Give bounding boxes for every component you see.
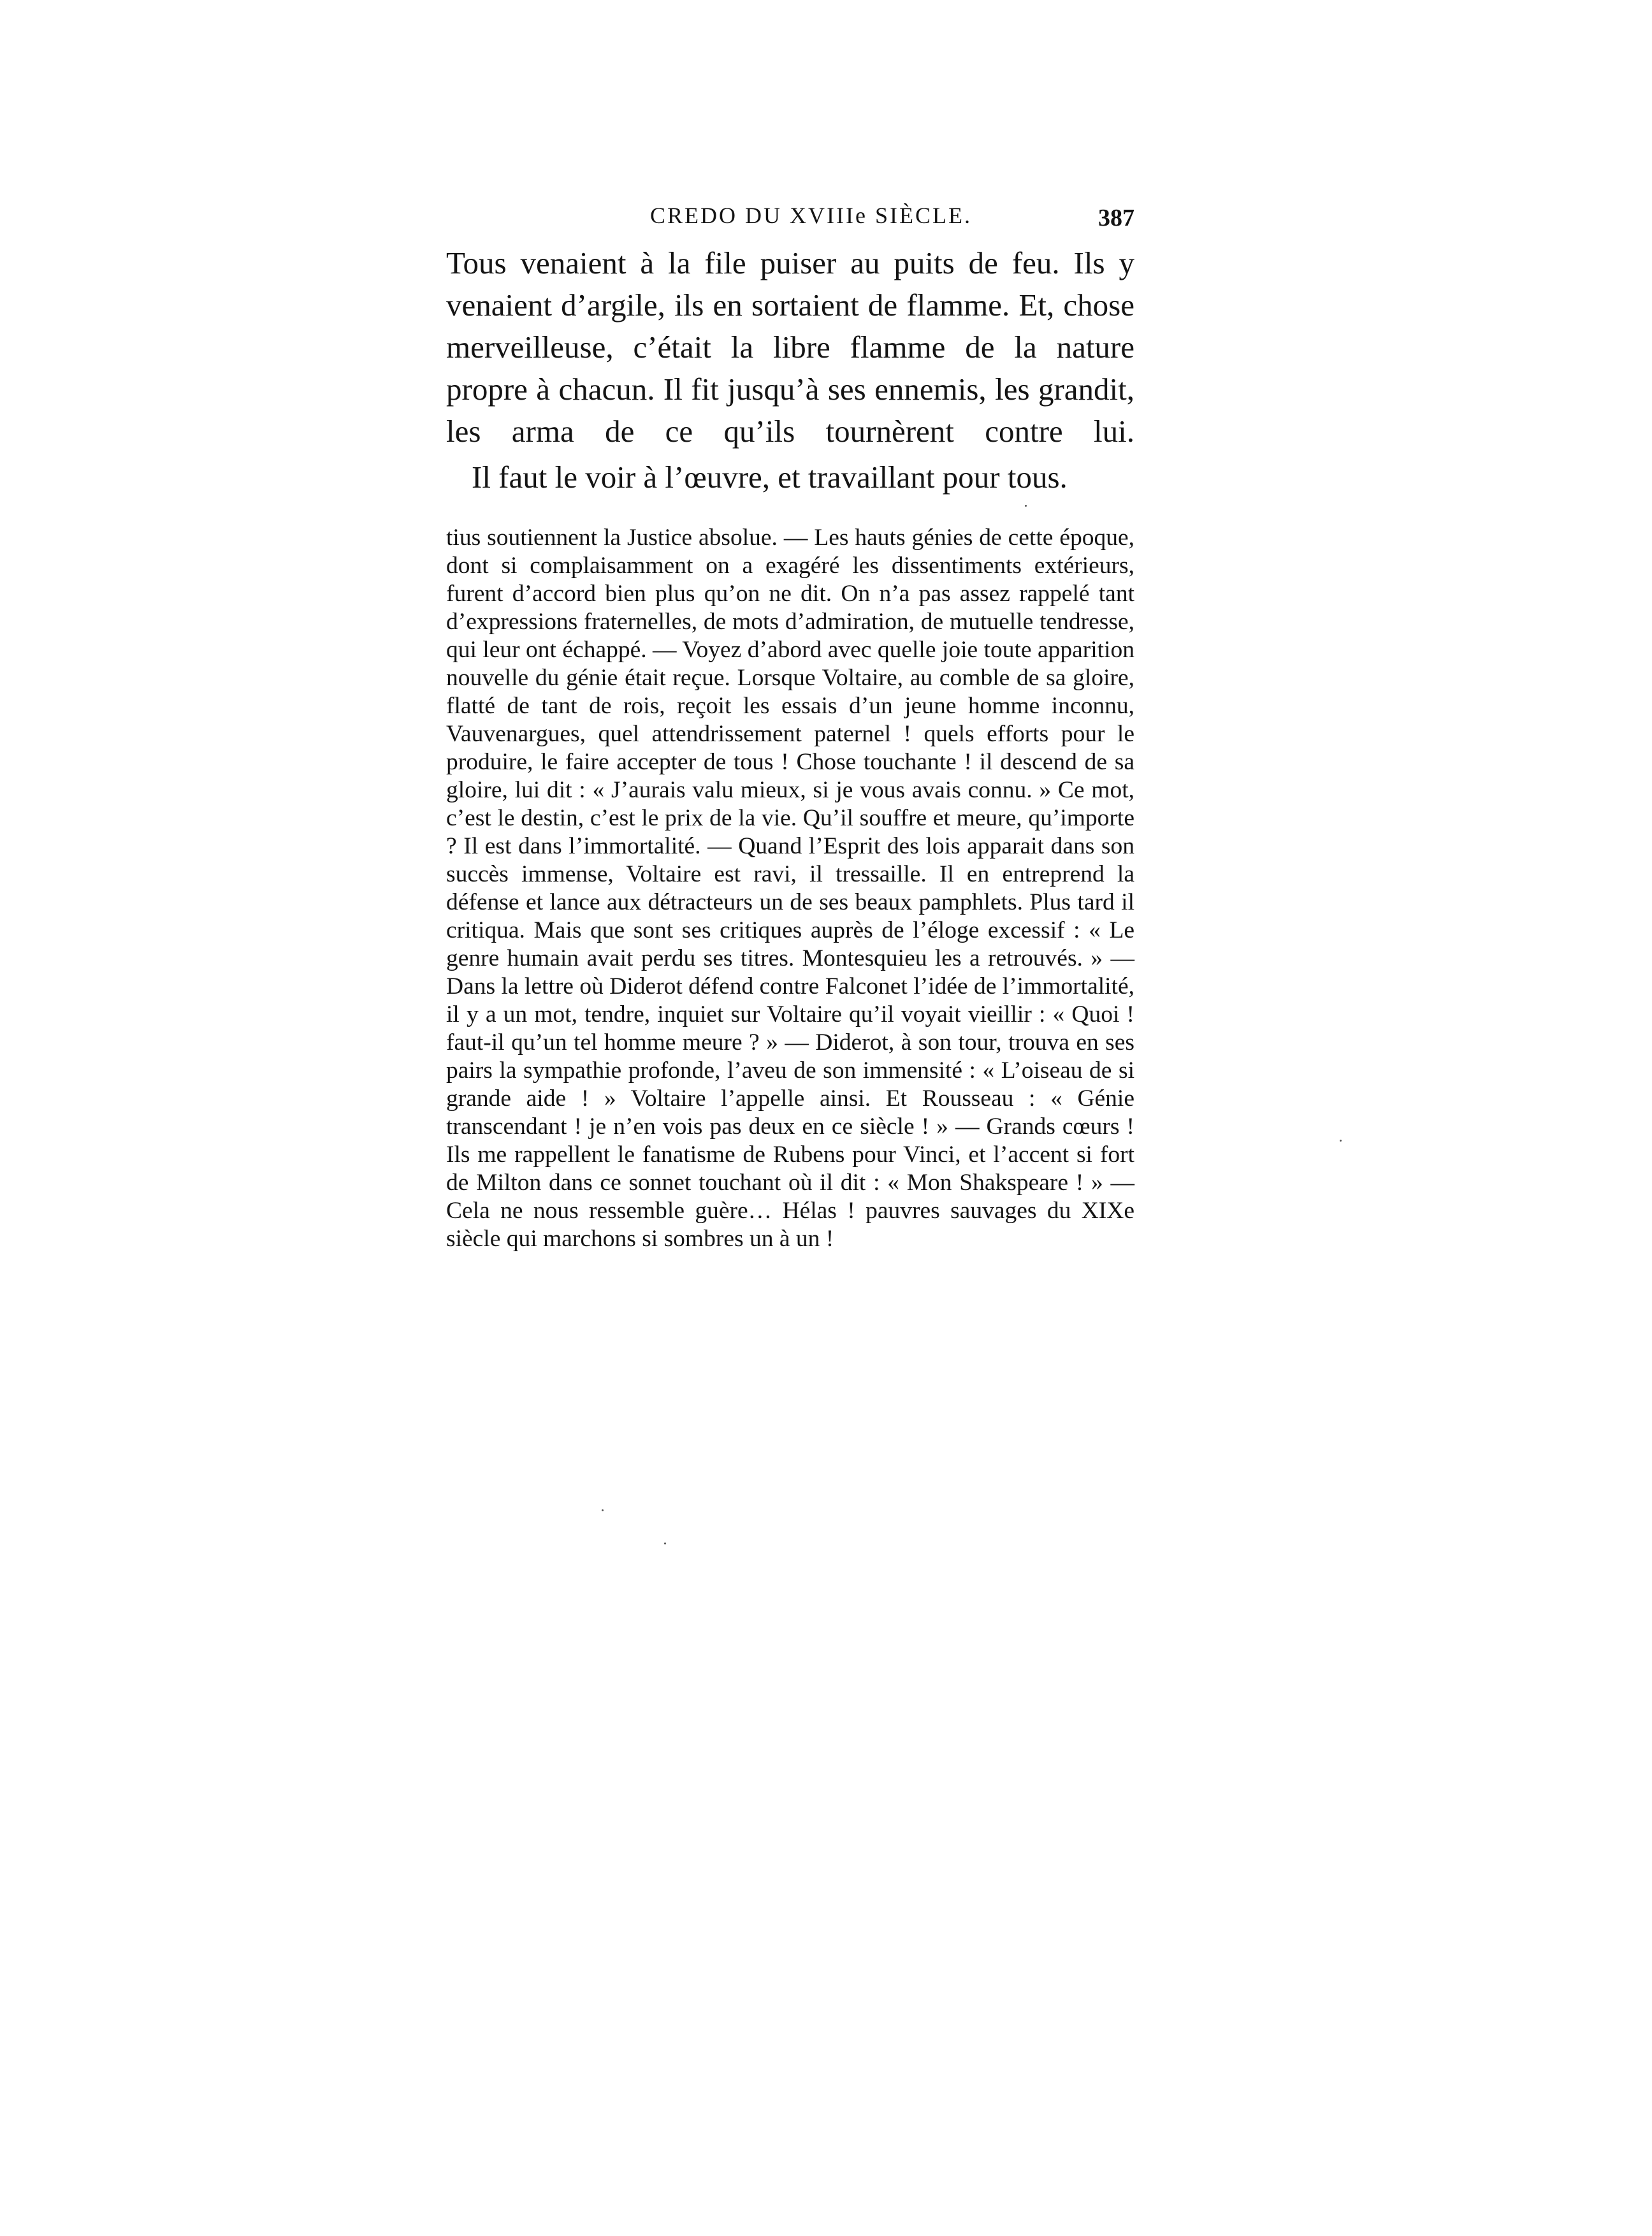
main-text	[446, 242, 1134, 498]
footnote-text: tius soutiennent la Justice absolue. — Les hauts génies de cette époque, dont si complaisamment on a exagéré les dissentiments extérieurs, furent d’accord bien plus qu’on ne dit. On n’a pas assez rappelé tant d’expressions fraternelles, de mots d’admiration, de mutuelle tendresse, qui leur ont échappé. — Voyez d’abord avec quelle joie toute apparition nouvelle du génie était reçue. Lorsque Voltaire, au comble de sa gloire, flatté de tant de rois, reçoit les essais d’un jeune homme inconnu, Vauvenargues, quel attendrissement paternel ! quels efforts pour le produire, le faire accepter de tous ! Chose touchante ! il descend de sa gloire, lui dit : « J’aurais valu mieux, si je vous avais connu. » Ce mot, c’est le destin, c’est le prix de la vie. Qu’il souffre et meure, qu’importe ? Il est dans l’immortalité. — Quand l’Esprit des lois apparait dans son succès immense, Voltaire est ravi, il tressaille. Il en entreprend la défense et lance aux détracteurs un de ses beaux pamphlets. Plus tard il critiqua. Mais que sont ses critiques auprès de l’éloge excessif : « Le genre humain avait perdu ses titres. Montesquieu les a retrouvés. » — Dans la lettre où Diderot défend contre Falconet l’idée de l’immortalité, il y a un mot, tendre, inquiet sur Voltaire qu’il voyait vieillir : « Quoi ! faut-il qu’un tel homme meure ? » — Diderot, à son tour, trouva en ses pairs la sympathie profonde, l’aveu de son immensité : « L’oiseau de si grande aide ! » Voltaire l’appelle ainsi. Et Rousseau : « Génie transcendant ! je n’en vois pas deux en ce siècle ! » — Grands cœurs ! Ils me rappellent le fanatisme de Rubens pour Vinci, et l’accent si fort de Milton dans ce sonnet touchant où il dit : « Mon Shakspeare ! » — Cela ne nous ressemble guère… Hélas ! pauvres sauvages du XIXe siècle qui marchons si sombres un à un !	[446, 525, 1134, 1252]
paper-speck	[664, 1543, 666, 1544]
footnote	[446, 524, 1134, 1253]
paper-speck	[1340, 1140, 1342, 1142]
page-number: 387	[1098, 205, 1134, 231]
main-paragraph-1: Tous venaient à la file puiser au puits de feu. Ils y venaient d’argile, ils en sortaient de flamme. Et, chose merveilleuse, c’était la libre flamme de la nature propre à chacun. Il fit jusqu’à ses ennemis, les grandit, les arma de ce qu’ils tournèrent contre lui.	[446, 245, 1134, 449]
main-paragraph-2: Il faut le voir à l’œuvre, et travaillant pour tous.	[472, 460, 1068, 495]
paper-speck	[1025, 505, 1027, 507]
running-title: CREDO DU XVIIIe SIÈCLE.	[650, 203, 972, 228]
running-head	[446, 199, 1134, 237]
paper-speck	[602, 1509, 604, 1511]
